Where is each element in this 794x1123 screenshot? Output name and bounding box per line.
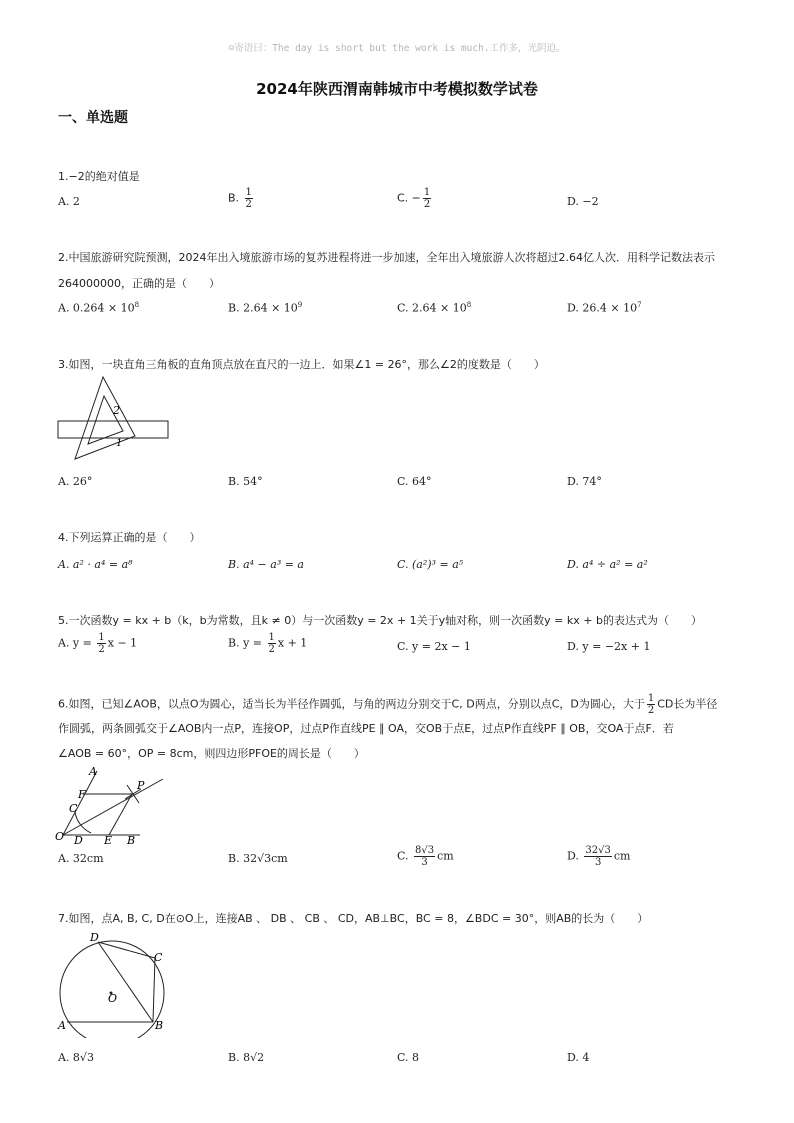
q2-option-a[interactable]: A. $0.264 \times 10^8$: [58, 301, 140, 315]
label-B: B: [127, 834, 136, 847]
label-B: B: [155, 1019, 164, 1032]
question-7-stem: 7.如图，点A, B, C, D在⊙O上，连接AB 、 DB 、 CB 、 CD，AB⊥BC，BC = 8，∠BDC = 30°，则AB的长为（ ）: [58, 912, 649, 925]
q1-option-d[interactable]: D. −2: [567, 195, 599, 208]
question-2-stem-line1: 2.中国旅游研究院预测，2024年出入境旅游市场的复苏进程将进一步加速，全年出入境旅游人次将超过2.64亿人次．用科学记数法表示: [58, 251, 715, 264]
label-C: C: [69, 802, 78, 815]
label-F: F: [78, 788, 86, 801]
q5-option-c[interactable]: C. y = 2x − 1: [397, 640, 471, 653]
q3-option-c[interactable]: C. 64°: [397, 475, 432, 488]
q7-option-a[interactable]: A. 8√3: [58, 1051, 94, 1064]
question-4-stem: 4.下列运算正确的是（ ）: [58, 531, 201, 544]
q4-option-a[interactable]: A. a² · a⁴ = a⁸: [58, 558, 133, 571]
q6-figure-angle-bisector: [55, 763, 175, 848]
question-1-stem: 1.−2的绝对值是: [58, 170, 140, 183]
fraction: $\frac{1}{2}$: [268, 632, 275, 655]
q2-option-d[interactable]: D. $26.4 \times 10^7$: [567, 301, 642, 315]
label-A: A: [58, 1019, 66, 1032]
q3-option-a[interactable]: A. 26°: [58, 475, 93, 488]
q4-option-c[interactable]: C. (a²)³ = a⁵: [397, 558, 464, 571]
q5-option-d[interactable]: D. y = −2x + 1: [567, 640, 651, 653]
q1-option-b[interactable]: B. $\frac{1}{2}$: [228, 187, 252, 210]
q3-figure-ruler-triangle: [55, 374, 175, 464]
q7-option-d[interactable]: D. 4: [567, 1051, 590, 1064]
q1-option-c[interactable]: C. − $\frac{1}{2}$: [397, 187, 431, 210]
page-title: 2024年陕西渭南韩城市中考模拟数学试卷: [256, 80, 538, 98]
label-C: C: [154, 951, 163, 964]
fraction: $\frac{1}{2}$: [647, 693, 655, 716]
q1-option-a[interactable]: A. 2: [58, 195, 80, 208]
q7-option-b[interactable]: B. 8√2: [228, 1051, 265, 1064]
label-O: O: [55, 830, 65, 843]
label-E: E: [104, 834, 113, 847]
section-heading: 一、单选题: [58, 110, 128, 126]
label-D: D: [74, 834, 83, 847]
q7-option-c[interactable]: C. 8: [397, 1051, 420, 1064]
q3-option-b[interactable]: B. 54°: [228, 475, 263, 488]
q6-option-c[interactable]: C. $\frac{8√3}{3}$ cm: [397, 845, 454, 868]
question-6-stem-line2: 作圆弧，两条圆弧交于∠AOB内一点P，连接OP，过点P作直线PE ∥ OA，交OB于点E，过点P作直线PF ∥ OB，交OA于点F．若: [58, 722, 674, 735]
label-O: O: [108, 992, 118, 1005]
question-5-stem: 5.一次函数y = kx + b（k，b为常数，且k ≠ 0）与一次函数y = 2x + 1关于y轴对称，则一次函数y = kx + b的表达式为（ ）: [58, 614, 702, 627]
q3-option-d[interactable]: D. 74°: [567, 475, 602, 488]
q6-option-a[interactable]: A. 32cm: [58, 852, 104, 865]
fraction: $\frac{1}{2}$: [423, 187, 431, 210]
question-2-stem-line2: 264000000，正确的是（ ）: [58, 277, 220, 290]
question-6-stem-line1: 6.如图，已知∠AOB，以点O为圆心，适当长为半径作圆弧，与角的两边分别交于C, D两点，分别以点C，D为圆心，大于 $\frac{1}{2}$ CD长为半径: [58, 693, 718, 716]
label-A: A: [89, 765, 97, 778]
angle-1-label: 1: [116, 438, 123, 449]
triangle-outer: [75, 377, 135, 459]
fraction: $\frac{1}{2}$: [98, 632, 105, 655]
fraction: $\frac{1}{2}$: [245, 187, 252, 210]
question-3-stem: 3.如图，一块直角三角板的直角顶点放在直尺的一边上．如果∠1 = 26°，那么∠2的度数是（ ）: [58, 358, 545, 371]
q2-option-c[interactable]: C. $2.64 \times 10^8$: [397, 301, 472, 315]
watermark: ☺寄语曰：The day is short but the work is much.工作多，光阴迫。: [228, 43, 566, 54]
q4-option-b[interactable]: B. a⁴ − a³ = a: [228, 558, 304, 571]
q4-option-d[interactable]: D. a⁴ ÷ a² = a²: [567, 558, 648, 571]
label-D: D: [90, 931, 99, 944]
question-6-stem-line3: ∠AOB = 60°，OP = 8cm，则四边形PFOE的周长是（ ）: [58, 747, 365, 760]
q5-option-b[interactable]: B. y = $\frac{1}{2}$ x + 1: [228, 632, 308, 655]
label-P: P: [137, 779, 145, 792]
q6-option-d[interactable]: D. $\frac{32√3}{3}$ cm: [567, 845, 631, 868]
ruler-shape: [58, 421, 168, 438]
q6-option-b[interactable]: B. 32√3cm: [228, 852, 288, 865]
q5-option-a[interactable]: A. y = $\frac{1}{2}$ x − 1: [58, 632, 138, 655]
q2-option-b[interactable]: B. $2.64 \times 10^9$: [228, 301, 303, 315]
fraction: $\frac{8√3}{3}$: [415, 845, 435, 868]
q7-figure-circle: [55, 928, 175, 1038]
fraction: $\frac{32√3}{3}$: [585, 845, 611, 868]
angle-2-label: 2: [113, 404, 120, 417]
